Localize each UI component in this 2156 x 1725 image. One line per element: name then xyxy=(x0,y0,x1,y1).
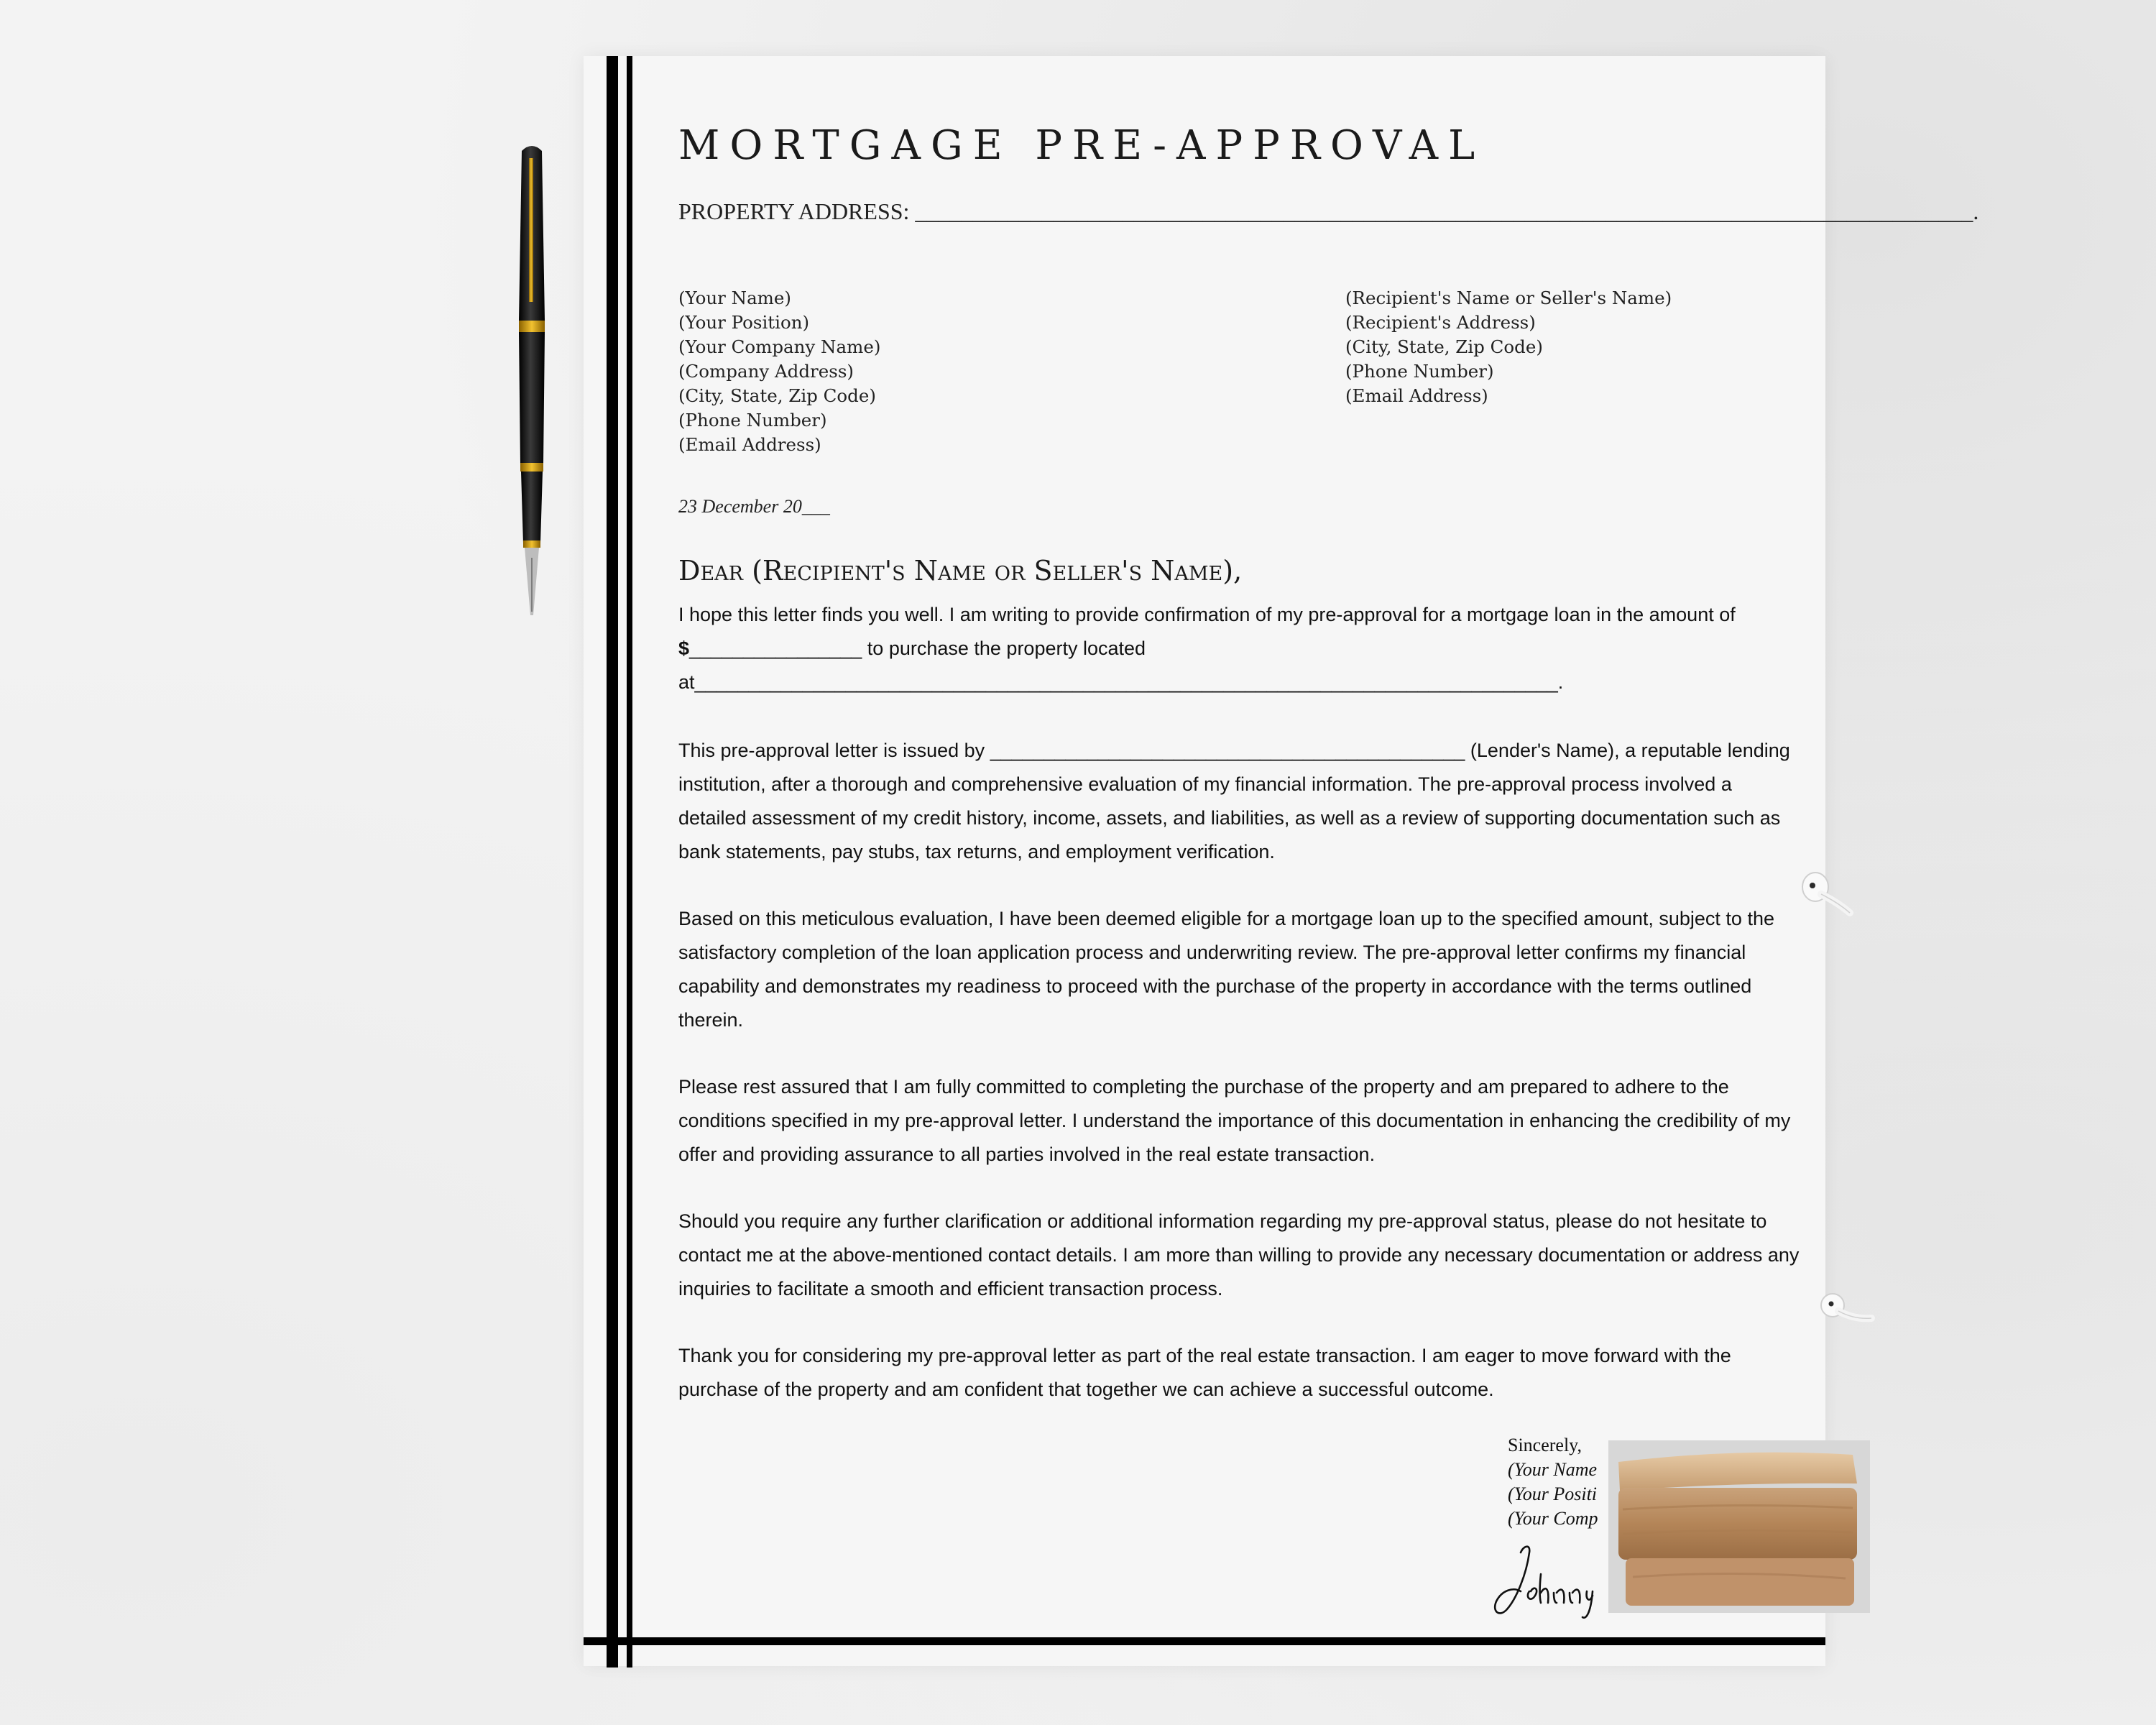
body-paragraph-lender: This pre-approval letter is issued by ____________________________________________ (Lender's Name), a reputable lending institution, after a thorough and comprehensive evaluation of my financial information. The pre-approval process involved a detailed assessment of my credit history, income, assets, and liabilities, as well as a review of supporting documentation such as bank statements, pay stubs, tax returns, and employment verification. xyxy=(678,740,1790,862)
document-title: MORTGAGE PRE-APPROVAL xyxy=(678,122,1485,169)
earbud-icon xyxy=(1797,865,1854,916)
recipient-email: (Email Address) xyxy=(1345,385,1488,406)
amount-blank: ________________ xyxy=(689,638,862,659)
recipient-phone: (Phone Number) xyxy=(1345,361,1494,382)
body-paragraph-contact: Should you require any further clarification or additional information regarding my pre-approval status, please do not hesitate to contact me at the above-mentioned contact details. I am more than willing to provide any necessary documentation or address any inquiries to facilitate a smooth and efficient transaction process. xyxy=(678,1210,1800,1300)
body-paragraph-commitment: Please rest assured that I am fully committed to completing the purchase of the property and am prepared to adhere to the conditions specified in my pre-approval letter. I understand the importance of this documentation in enhancing the credibility of my offer and providing assurance to all parties involved in the real estate transaction. xyxy=(678,1076,1791,1165)
left-frame-line-outer xyxy=(607,56,618,1668)
body-paragraph-eligibility: Based on this meticulous evaluation, I have been deemed eligible for a mortgage loan up to the specified amount, subject to the satisfactory completion of the loan application process and underwriting review. The pre-approval letter confirms my financial capability and demonstrates my readiness to proceed with the purchase of the property in accordance with the terms outlined therein. xyxy=(678,908,1774,1031)
sender-name: (Your Name) xyxy=(678,288,791,308)
signoff-position: (Your Positi xyxy=(1508,1484,1598,1504)
recipient-city-state-zip: (City, State, Zip Code) xyxy=(1345,336,1543,357)
earbud-icon xyxy=(1817,1287,1874,1330)
body-paragraph-thanks: Thank you for considering my pre-approval letter as part of the real estate transaction. I am eager to move forward with the purchase of the property and am confident that together we can achieve a successful outcome. xyxy=(678,1345,1731,1400)
bottom-frame-line xyxy=(584,1637,1825,1645)
property-address-field: PROPERTY ADDRESS: ____________________________________________________________________________________________. xyxy=(678,198,1979,224)
salutation: Dear (Recipient's Name or Seller's Name), xyxy=(678,555,1243,586)
intro-line-1: I hope this letter finds you well. I am writing to provide confirmation of my pre-approval for a mortgage loan in the amount of xyxy=(678,604,1736,625)
sender-phone: (Phone Number) xyxy=(678,410,827,431)
fountain-pen-icon xyxy=(512,141,552,622)
wooden-stamp-icon xyxy=(1608,1440,1870,1613)
handwritten-signature xyxy=(1479,1531,1623,1624)
sender-address-block xyxy=(678,286,880,457)
recipient-address-block xyxy=(1345,286,1672,408)
left-frame-line-inner xyxy=(627,56,632,1668)
recipient-address: (Recipient's Address) xyxy=(1345,312,1536,333)
sender-company-address: (Company Address) xyxy=(678,361,854,382)
closing-word: Sincerely, xyxy=(1508,1435,1582,1455)
intro-line-2-text: to purchase the property located xyxy=(862,638,1146,659)
recipient-name: (Recipient's Name or Seller's Name) xyxy=(1345,288,1672,308)
intro-paragraph xyxy=(678,598,1800,699)
signoff-company: (Your Comp xyxy=(1508,1508,1598,1529)
sender-position: (Your Position) xyxy=(678,312,810,333)
dollar-sign: $ xyxy=(678,638,690,659)
letter-date: 23 December 20___ xyxy=(678,496,830,517)
signoff-name: (Your Name xyxy=(1508,1459,1598,1480)
sender-company: (Your Company Name) xyxy=(678,336,881,357)
sender-email: (Email Address) xyxy=(678,434,821,455)
intro-line-3: at________________________________________________________________________________. xyxy=(678,671,1564,693)
sender-city-state-zip: (City, State, Zip Code) xyxy=(678,385,876,406)
intro-line-2 xyxy=(678,632,1800,666)
signoff-block xyxy=(1508,1433,1598,1531)
